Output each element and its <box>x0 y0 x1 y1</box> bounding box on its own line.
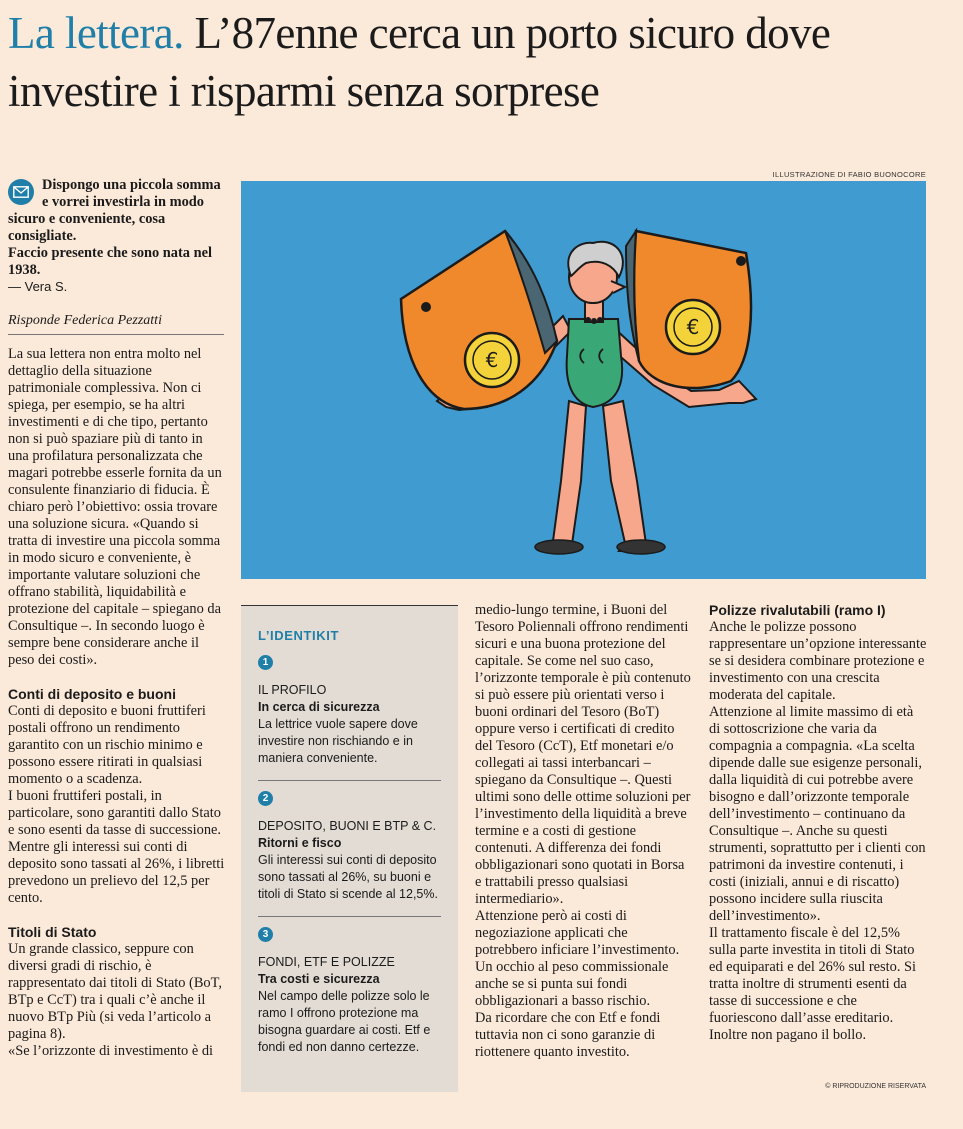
article-column-4 <box>709 602 927 1044</box>
section-label: FONDI, ETF E POLIZZE <box>258 955 395 969</box>
paragraph: Il trattamento fiscale è del 12,5% sulla parte investita in titoli di Stato ed equiparati e del 26% sul resto. Si tratta inoltre di strumenti esenti da tasse di successione e che fuoriescono dall’asse ereditario. Inoltre non pagano il bollo. <box>709 925 917 1043</box>
subhead-conti: Conti di deposito e buoni <box>8 686 176 702</box>
article-intro: La sua lettera non entra molto nel dettaglio della situazione patrimoniale complessiva. Non ci spiega, per esempio, se ha altri investimenti e di che tipo, pertanto non si può spaziare più di tanto in una profilatura personalizzata che magari potrebbe esserle fornita da un consulente finanziario di fiducia. È chiaro però l’obiettivo: ossia trovare una soluzione sicura. «Quando si tratta di investire una piccola somma in modo sicuro e conveniente, è importante valutare soluzioni che offrano stabilità, liquidabilità e protezione del capitale – spiegano da Consultique –. In secondo luogo è sempre bene considerare anche il peso dei costi». <box>8 346 222 668</box>
section-head: Ritorni e fisco <box>258 836 342 850</box>
letter-signature: — Vera S. <box>8 279 68 294</box>
headline <box>8 4 958 120</box>
article-column-1 <box>8 346 226 1060</box>
letter-text-2: Faccio presente che sono nata nel 1938. <box>8 245 212 278</box>
divider <box>258 916 441 917</box>
paragraph: medio-lungo termine, i Buoni del Tesoro Poliennali offrono rendimenti sicuri e una buona protezione del capitale. Se come nel suo caso, l’orizzonte temporale è più contenuto si può essere più orientati verso i buoni ordinari del Tesoro (BoT) oppure verso i certificati di credito del Tesoro (CcT), Etf monetari e/o collegati ai tassi interbancari – spiegano da Consultique –. Questi ultimi sono delle ottime soluzioni per l’investimento della liquidità a breve termine e a costi di gestione contenuti. A differenza dei fondi obbligazionari sono quotati in Borsa e trattabili presso qualsiasi intermediario». <box>475 602 691 907</box>
svg-text:€: € <box>485 348 499 372</box>
article-column-3 <box>475 602 691 1061</box>
section-head: In cerca di sicurezza <box>258 700 380 714</box>
paragraph: Da ricordare che con Etf e fondi tuttavia non ci sono garanzie di riottenere quanto investito. <box>475 1010 661 1060</box>
illustration-credit: ILLUSTRAZIONE DI FABIO BUONOCORE <box>772 170 926 179</box>
section-label: IL PROFILO <box>258 683 327 697</box>
subhead-polizze: Polizze rivalutabili (ramo I) <box>709 602 886 618</box>
section-label: DEPOSITO, BUONI E BTP & C. <box>258 819 437 833</box>
paragraph: Un grande classico, seppure con diversi gradi di rischio, è rappresentato dai titoli di Stato (BoT, BTp e CcT) tra i quali c’è anche il nuovo BTp Più (si veda l’articolo a pagina 8). <box>8 941 222 1042</box>
envelope-icon <box>8 179 34 205</box>
reader-letter <box>8 177 224 279</box>
section-head: Tra costi e sicurezza <box>258 972 380 986</box>
divider <box>258 780 441 781</box>
rights-notice: © RIPRODUZIONE RISERVATA <box>825 1083 926 1090</box>
section-number: 3 <box>258 927 273 942</box>
headline-kicker: La lettera. <box>8 8 184 58</box>
letter-text: Dispongo una piccola somma e vorrei investirla in modo sicuro e conveniente, cosa consigliate. <box>8 177 221 244</box>
headline-title: L’87enne cerca un porto sicuro dove investire i risparmi senza sorprese <box>8 8 831 116</box>
paragraph: «Se l’orizzonte di investimento è di <box>8 1043 214 1059</box>
paragraph: Conti di deposito e buoni fruttiferi postali offrono un rendimento garantito con un rischio minimo e possono essere ritirati in qualsiasi momento o a scadenza. <box>8 703 206 787</box>
section-text: La lettrice vuole sapere dove investire non rischiando e in maniera conveniente. <box>258 717 418 765</box>
responder-byline: Risponde Federica Pezzatti <box>8 313 224 335</box>
section-number: 2 <box>258 791 273 806</box>
illustration <box>241 181 926 579</box>
paragraph: Attenzione però ai costi di negoziazione applicati che potrebbero inficiare l’investimento. Un occhio al peso commissionale anche se si punta sui fondi obbligazionari a basso rischio. <box>475 908 680 1009</box>
identikit-title: L’IDENTIKIT <box>258 628 339 643</box>
paragraph: Attenzione al limite massimo di età di sottoscrizione che varia da compagnia a compagnia. «La scelta dipende dalle sue esigenze personali, dalla liquidità di cui potrebbe avere bisogno e dall’orizzonte temporale dell’investimento – continuano da Consultique –. Anche su questi strumenti, soprattutto per i clienti con patrimoni da investire contenuti, i costi (iniziali, annui e di riscatto) possono incidere sulla riuscita dell’investimento». <box>709 704 926 924</box>
paragraph: Anche le polizze possono rappresentare un’opzione interessante se si desidera combinare protezione e investimento con una crescita moderata del capitale. <box>709 619 927 703</box>
right-wing <box>626 231 751 388</box>
identikit-box <box>241 605 458 1092</box>
svg-text:€: € <box>686 315 700 339</box>
section-number: 1 <box>258 655 273 670</box>
paragraph: I buoni fruttiferi postali, in particolare, sono garantiti dallo Stato e sono esenti da tasse di successione. Mentre gli interessi sui conti di deposito sono tassati al 26%, i libretti prevedono un prelievo del 12,5 per cento. <box>8 788 225 906</box>
section-text: Nel campo delle polizze solo le ramo I offrono protezione ma bisogna guardare ai costi. Etf e fondi ed non danno certezze. <box>258 989 431 1054</box>
subhead-titoli: Titoli di Stato <box>8 924 97 940</box>
section-text: Gli interessi sui conti di deposito sono tassati al 26%, su buoni e titoli di Stato si scende al 12,5%. <box>258 853 438 901</box>
